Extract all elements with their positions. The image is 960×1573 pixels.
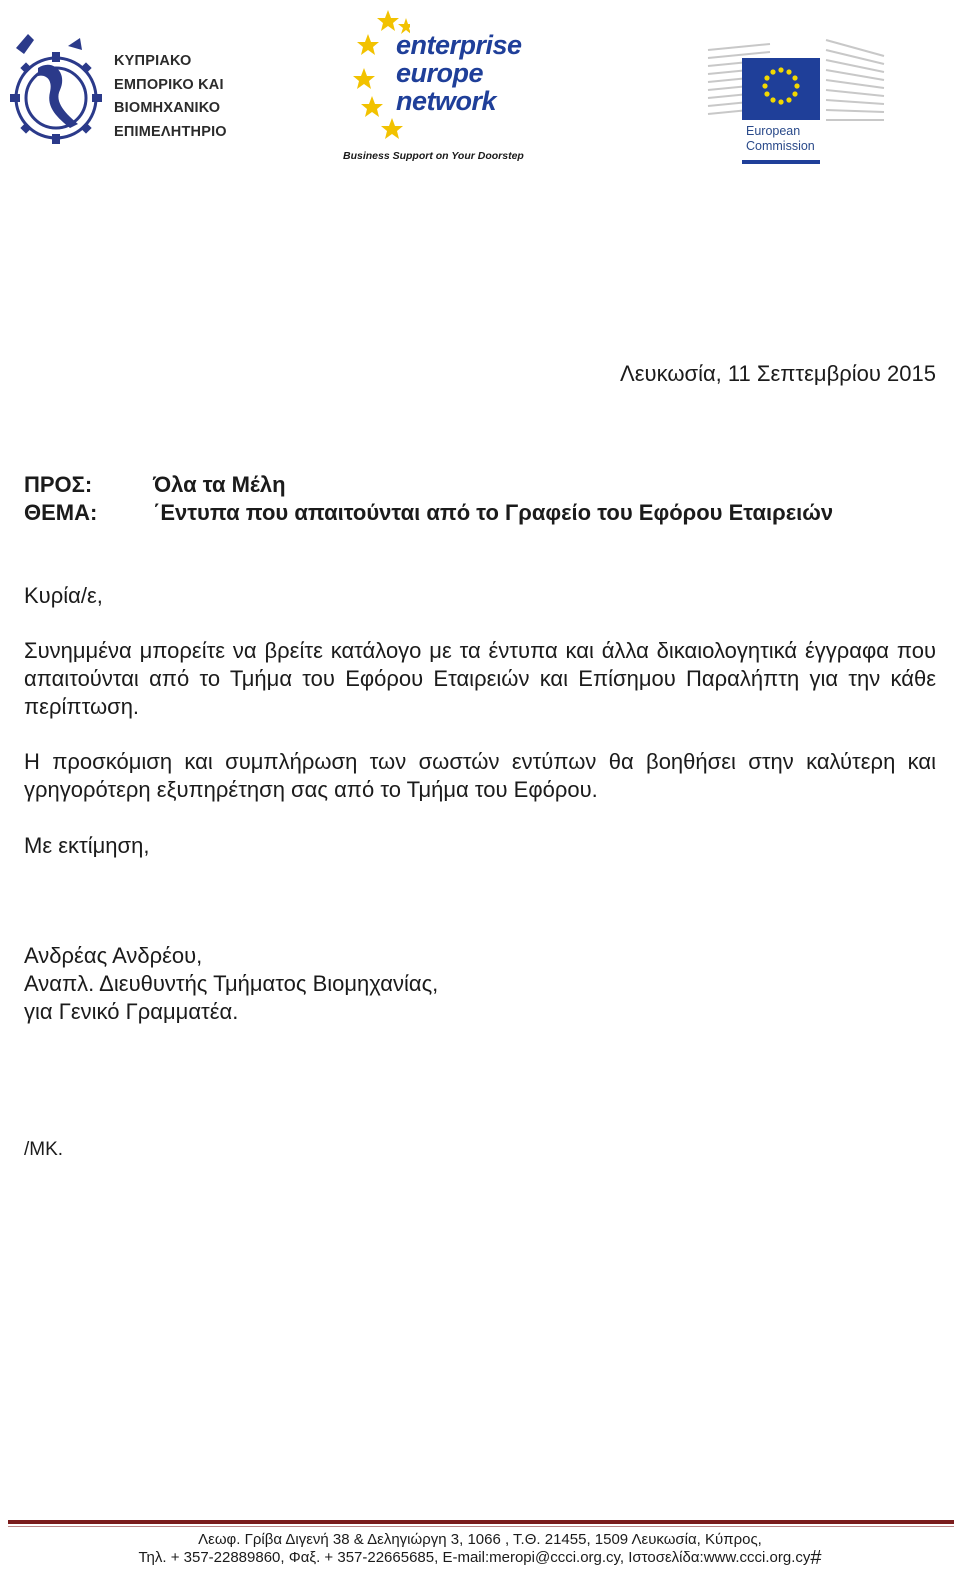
salutation: Κυρία/ε, <box>24 583 103 608</box>
ccci-name-line: ΕΠΙΜΕΛΗΤΗΡΙΟ <box>114 123 227 140</box>
een-logo <box>340 0 540 172</box>
signature-block <box>24 942 438 1026</box>
subject-label: ΘΕΜΑ: <box>24 500 98 525</box>
een-word: enterprise <box>396 30 522 60</box>
ec-name <box>746 124 815 154</box>
footer-rule <box>8 1520 954 1524</box>
een-word: europe <box>396 58 484 88</box>
signature-line: για Γενικό Γραμματέα. <box>24 999 239 1024</box>
een-word: network <box>396 86 497 116</box>
ccci-name-line: ΕΜΠΟΡΙΚΟ ΚΑΙ <box>114 76 224 93</box>
footer-address: Λεωφ. Γρίβα Διγενή 38 & Δεληγιώργη 3, 1066 , Τ.Θ. 21455, 1509 Λευκωσία, Κύπρος, <box>198 1531 762 1548</box>
ccci-name <box>114 50 227 144</box>
footer-contact <box>0 1548 960 1568</box>
eu-flag <box>742 58 820 120</box>
ccci-name-line: ΒΙΟΜΗΧΑΝΙΚΟ <box>114 100 221 116</box>
body-paragraph: Η προσκόμιση και συμπλήρωση των σωστών εντύπων θα βοηθήσει στην καλύτερη και γρηγορότερη εξυπηρέτηση σας από το Τμήμα του Εφόρου. <box>24 749 936 802</box>
letter-date: Λευκωσία, 11 Σεπτεμβρίου 2015 <box>620 361 936 386</box>
body-paragraph: Συνημμένα μπορείτε να βρείτε κατάλογο με τα έντυπα και άλλα δικαιολογητικά έγγραφα που απαιτούνται από το Τμήμα του Εφόρου Εταιρειών και Επίσημου Παραλήπτη για την κάθε περίπτωση. <box>24 638 936 719</box>
een-tagline: Business Support on Your Doorstep <box>343 150 524 162</box>
ccci-emblem-icon <box>8 28 108 168</box>
ccci-name-line: ΚΥΠΡΙΑΚΟ <box>114 53 192 69</box>
signature-line: Ανδρέας Ανδρέου, <box>24 943 203 968</box>
subject-value: ΄Εντυπα που απαιτούνται από το Γραφείο του Εφόρου Εταιρειών <box>153 500 834 525</box>
footer-contact-text: Τηλ. + 357-22889860, Φαξ. + 357-22665685, E-mail:meropi@ccci.org.cy, Ιστοσελίδα:www.ccci.org.cy <box>138 1549 811 1566</box>
to-label: ΠΡΟΣ: <box>24 472 93 497</box>
initials: /ΜΚ. <box>24 1139 64 1160</box>
footer-rule-thin <box>8 1526 954 1527</box>
footer-mark: # <box>810 1547 822 1569</box>
ec-name-line: European <box>746 124 801 138</box>
signature-line: Αναπλ. Διευθυντής Τμήματος Βιομηχανίας, <box>24 971 439 996</box>
ec-name-line: Commission <box>746 139 815 153</box>
to-value: Όλα τα Μέλη <box>153 472 286 497</box>
ec-logo <box>700 10 890 170</box>
closing: Με εκτίμηση, <box>24 833 150 858</box>
